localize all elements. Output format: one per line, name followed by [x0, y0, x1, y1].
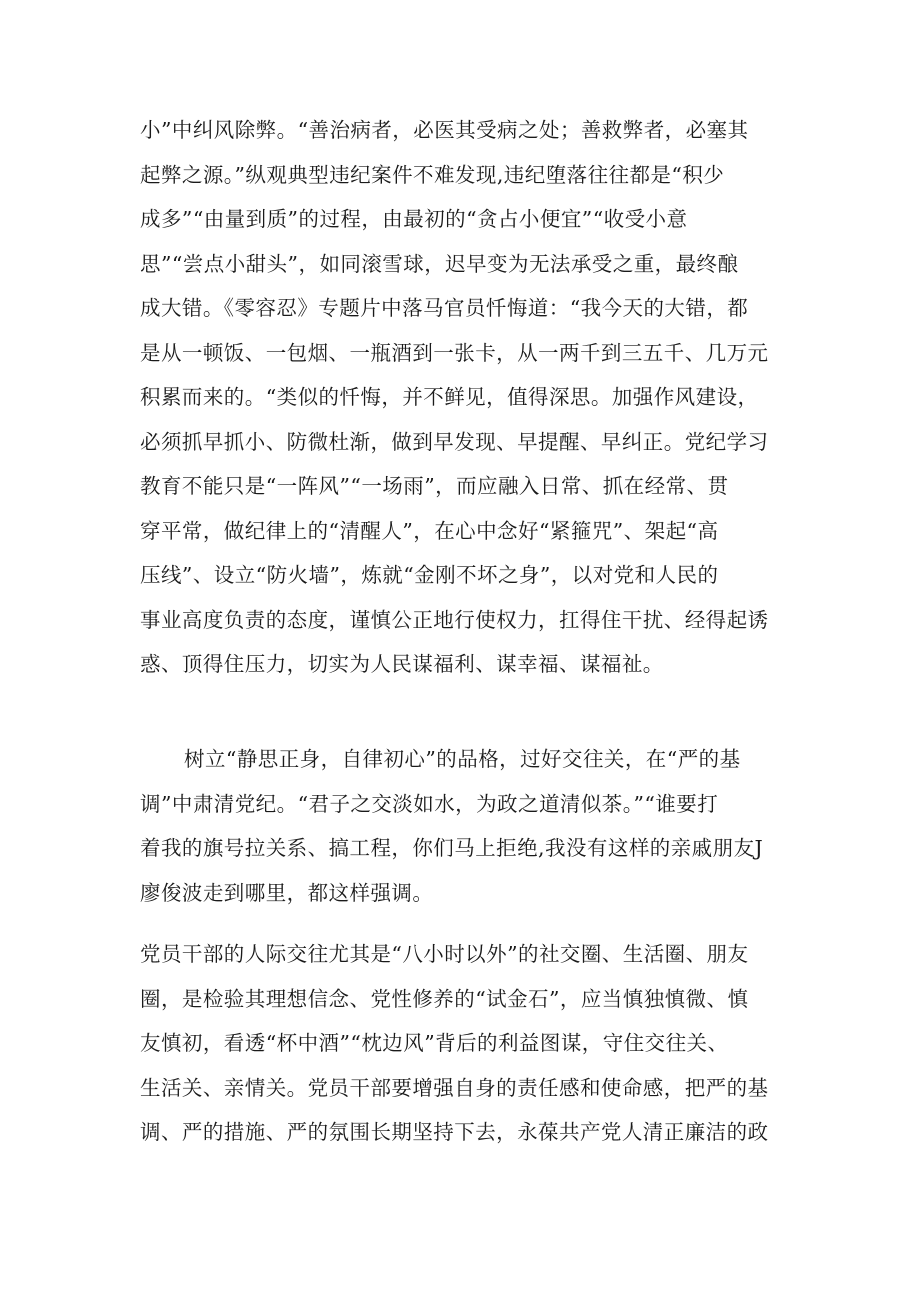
text-line: 树立“静思正身，自律初心”的品格，过好交往关，在“严的基	[184, 747, 741, 771]
text-line: 压线”、设立“防火墙”，炼就“金刚不坏之身”，以对党和人民的	[140, 563, 719, 587]
text-line: 圈，是检验其理想信念、党性修养的“试金石”，应当慎独慎微、慎	[140, 986, 749, 1011]
text-line: 小”中纠风除弊。“善治病者，必医其受病之处；善救弊者，必塞其	[140, 118, 749, 142]
text-line: 事业高度负责的态度，谨慎公正地行使权力，扛得住干扰、经得起诱	[140, 607, 769, 632]
paragraph-1	[140, 108, 785, 687]
text-line: 积累而来的。“类似的忏悔，并不鲜见，值得深思。加强作风建设，	[140, 385, 759, 409]
text-line: 廖俊波走到哪里，都这样强调。	[140, 880, 434, 905]
text-line: 起弊之源。”纵观典型违纪案件不难发现,违纪堕落往往都是“积少	[140, 162, 725, 187]
paragraph-3	[140, 932, 785, 1155]
text-line: 着我的旗号拉关系、搞工程，你们马上拒绝,我没有这样的亲戚朋友J	[140, 836, 764, 860]
paragraph-2	[140, 737, 785, 915]
text-line: 教育不能只是“一阵风”“一场雨”，而应融入日常、抓在经常、贯	[140, 474, 729, 498]
text-line: 生活关、亲情关。党员干部要增强自身的责任感和使命感，把严的基	[140, 1075, 769, 1100]
text-line: 友慎初，看透“杯中酒”“枕边风”背后的利益图谋，守住交往关、	[140, 1031, 729, 1055]
text-line: 思”“尝点小甜头”，如同滚雪球，迟早变为无法承受之重，最终酿	[140, 251, 739, 276]
text-line: 是从一顿饭、一包烟、一瓶酒到一张卡，从一两千到三五千、几万元	[140, 340, 769, 365]
text-line: 党员干部的人际交往尤其是“八小时以外”的社交圈、生活圈、朋友	[140, 942, 749, 966]
text-line: 惑、顶得住压力，切实为人民谋福利、谋幸福、谋福祉。	[140, 652, 664, 676]
text-line: 必须抓早抓小、防微杜渐，做到早发现、早提醒、早纠正。党纪学习	[140, 429, 769, 454]
text-line: 穿平常，做纪律上的“清醒人”，在心中念好“紧箍咒”、架起“高	[140, 518, 719, 543]
text-line: 成大错。《零容忍》专题片中落马官员忏悔道：“我今天的大错，都	[140, 296, 749, 320]
text-line: 成多”“由量到质”的过程，由最初的“贪占小便宜”“收受小意	[140, 207, 688, 231]
text-line: 调”中肃清党纪。“君子之交淡如水，为政之道清似茶。”“谁要打	[140, 791, 719, 816]
text-line: 调、严的措施、严的氛围长期坚持下去，永葆共产党人清正廉洁的政	[140, 1120, 769, 1144]
